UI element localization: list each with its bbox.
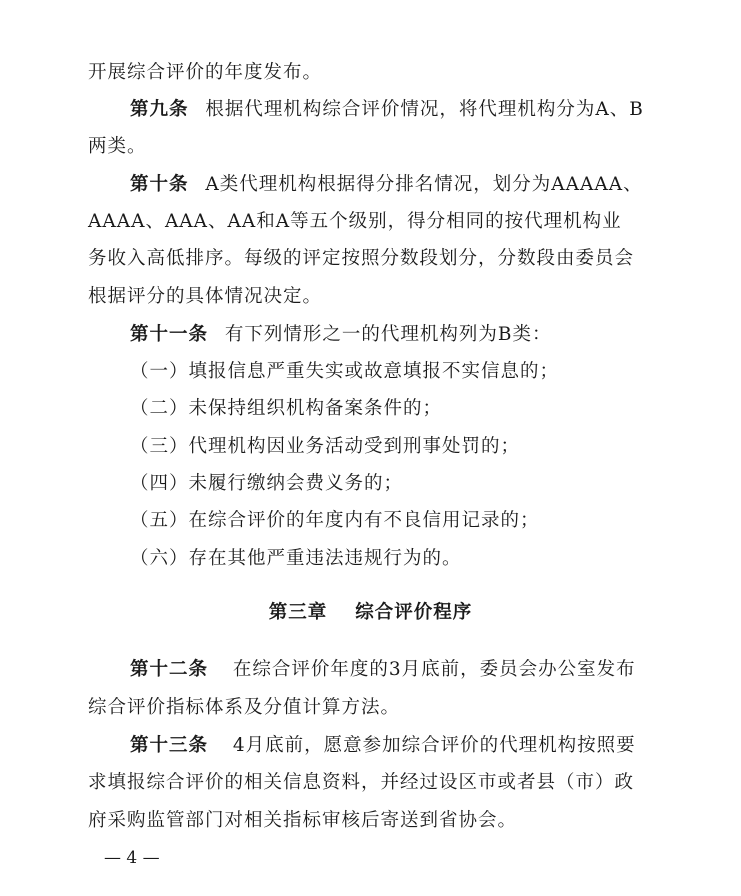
chapter-heading <box>0 600 741 626</box>
list-item: （四）未履行缴纳会费义务的； <box>130 473 404 494</box>
article-12 <box>130 657 636 683</box>
article-11 <box>130 322 552 348</box>
article-13-line-3: 府采购监管部门对相关指标审核后寄送到省协会。 <box>88 810 518 831</box>
page-number: — 4 — <box>104 848 160 868</box>
article-10 <box>130 172 643 198</box>
list-item: （一）填报信息严重失实或故意填报不实信息的； <box>130 361 560 382</box>
article-9-text: 根据代理机构综合评价情况，将代理机构分为A、B <box>205 99 644 120</box>
list-item: （五）在综合评价的年度内有不良信用记录的； <box>130 510 540 531</box>
article-9-line-2: 两类。 <box>88 136 147 157</box>
article-11-text: 有下列情形之一的代理机构列为B类： <box>224 324 552 345</box>
article-13-text: 4月底前，愿意参加综合评价的代理机构按照要 <box>232 735 636 756</box>
article-12-heading: 第十二条 <box>130 659 209 680</box>
article-13-heading: 第十三条 <box>130 735 209 756</box>
article-10-text: A类代理机构根据得分排名情况，划分为AAAAA、 <box>205 174 643 195</box>
article-10-line-2: AAAA、AAA、AA和A等五个级别，得分相同的按代理机构业 <box>88 211 622 232</box>
list-item: （二）未保持组织机构备案条件的； <box>130 398 443 419</box>
article-13-line-2: 求填报综合评价的相关信息资料，并经过设区市或者县（市）政 <box>88 772 635 793</box>
chapter-number: 第三章 <box>268 602 328 623</box>
article-13 <box>130 733 636 759</box>
paragraph-continuation: 开展综合评价的年度发布。 <box>88 62 323 83</box>
article-12-text: 在综合评价年度的3月底前，委员会办公室发布 <box>232 659 636 680</box>
article-10-heading: 第十条 <box>130 174 189 195</box>
article-11-heading: 第十一条 <box>130 324 209 345</box>
list-item: （六）存在其他严重违法违规行为的。 <box>130 548 462 569</box>
article-10-line-3: 务收入高低排序。每级的评定按照分数段划分，分数段由委员会 <box>88 248 635 269</box>
article-10-line-4: 根据评分的具体情况决定。 <box>88 286 323 307</box>
article-12-line-2: 综合评价指标体系及分值计算方法。 <box>88 697 401 718</box>
list-item: （三）代理机构因业务活动受到刑事处罚的； <box>130 436 521 457</box>
article-9-heading: 第九条 <box>130 99 189 120</box>
chapter-title: 综合评价程序 <box>355 602 473 623</box>
article-9 <box>130 97 644 123</box>
